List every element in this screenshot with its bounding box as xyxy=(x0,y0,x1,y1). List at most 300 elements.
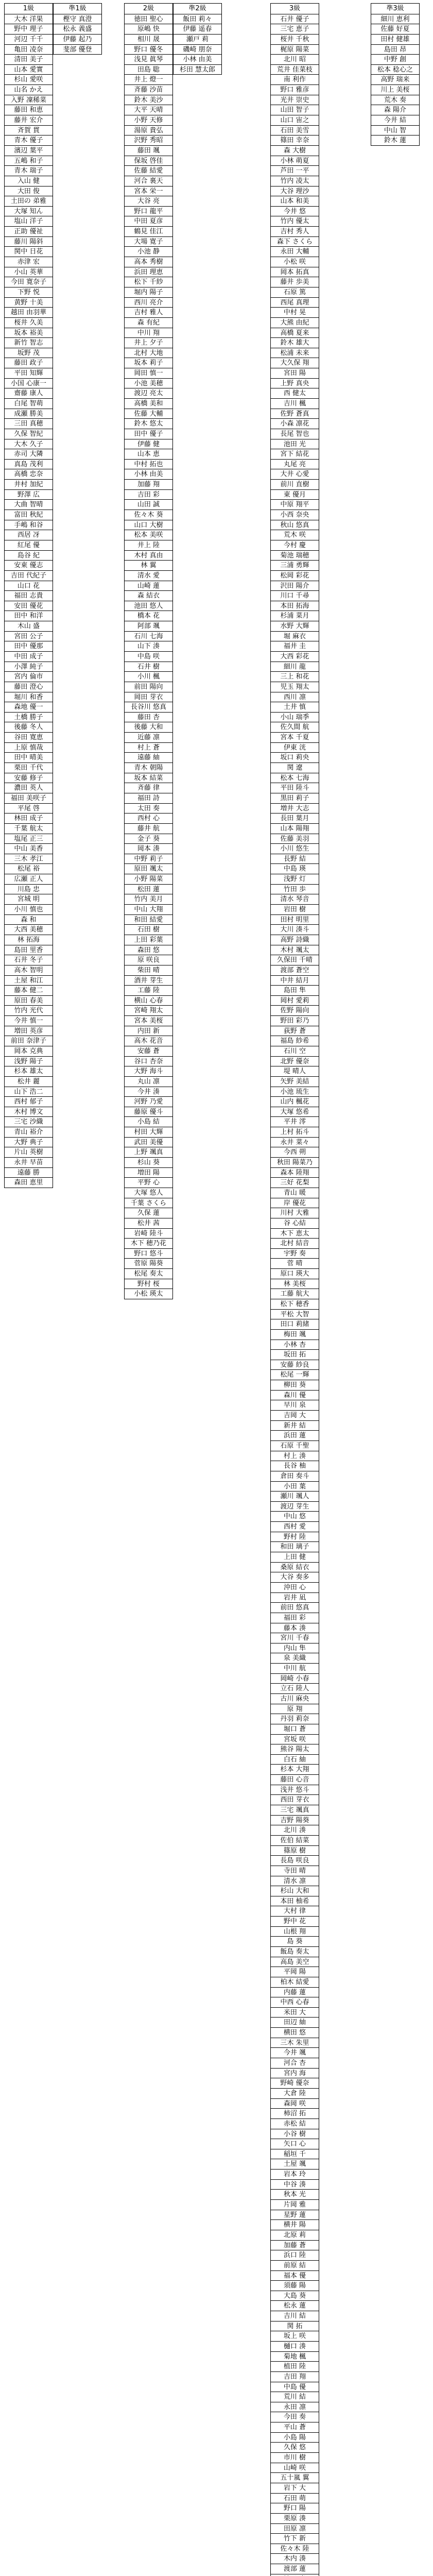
name-cell: 竹下 新 xyxy=(271,2533,319,2544)
name-cell: 白石 紬 xyxy=(271,1754,319,1765)
name-cell: 武田 美優 xyxy=(125,1137,172,1147)
name-cell: 光井 崇史 xyxy=(271,95,319,105)
name-cell: 山根 翔 xyxy=(271,1926,319,1937)
name-cell: 中山 大翔 xyxy=(125,904,172,914)
name-cell: 土井 慎 xyxy=(271,702,319,712)
name-cell: 石川 七海 xyxy=(125,631,172,641)
name-cell: 石井 冬子 xyxy=(5,955,53,965)
name-cell: 越田 由羽華 xyxy=(5,307,53,317)
name-cell: 新竹 智志 xyxy=(5,337,53,348)
name-cell: 大西 彩花 xyxy=(271,651,319,662)
name-cell: 赤松 結 xyxy=(271,2119,319,2129)
name-cell: 大谷 亮 xyxy=(125,196,172,206)
name-cell: 三好 花梨 xyxy=(271,1177,319,1188)
name-cell: 大場 寛子 xyxy=(125,236,172,247)
name-cell: 石田 萌 xyxy=(271,2493,319,2503)
name-cell: 小林 由美 xyxy=(125,469,172,479)
name-cell: 村上 湊 xyxy=(271,1451,319,1461)
name-cell: 岡田 慎一 xyxy=(125,368,172,378)
name-cell: 三浦 勇輝 xyxy=(271,560,319,570)
name-cell: 池田 光 xyxy=(271,439,319,449)
name-cell: 斉藤 律 xyxy=(125,783,172,793)
name-cell: 千葉 さくら xyxy=(125,1198,172,1208)
name-cell: 濃田 英人 xyxy=(5,783,53,793)
name-cell: 佐々木 葵 xyxy=(125,510,172,520)
name-cell: 松井 茜 xyxy=(125,1218,172,1228)
name-cell: 松永 義盛 xyxy=(54,24,101,34)
name-cell: 青山 暖 xyxy=(271,1188,319,1198)
name-cell: 西村 郁子 xyxy=(5,1096,53,1107)
name-cell: 飯島 奏太 xyxy=(271,1946,319,1957)
name-cell: 加藤 翔 xyxy=(125,479,172,489)
name-cell: 土屋 颯 xyxy=(271,2159,319,2169)
name-cell: 坂上 咲 xyxy=(271,2331,319,2341)
name-cell: 田村 明里 xyxy=(271,914,319,925)
name-cell: 山口 大樹 xyxy=(125,520,172,530)
name-cell: 今井 悠 xyxy=(271,206,319,216)
name-cell: 河野 乃愛 xyxy=(125,1096,172,1107)
name-cell: 林 美桜 xyxy=(271,1279,319,1289)
name-cell: 岩井 凪 xyxy=(271,1592,319,1603)
name-cell: 福田 彩 xyxy=(271,1613,319,1623)
name-cell: 川村 大雅 xyxy=(271,1208,319,1218)
name-cell: 山下 湊 xyxy=(125,641,172,651)
name-cell: 福田 詩 xyxy=(125,793,172,803)
name-cell: 富田 秋紀 xyxy=(5,510,53,520)
name-cell: 松永 蓮 xyxy=(271,2300,319,2311)
name-cell: 福田 美咲子 xyxy=(5,793,53,803)
name-cell: 清水 凛 xyxy=(271,1876,319,1886)
name-cell: 長野 結 xyxy=(271,854,319,864)
name-cell: 原口 瑛大 xyxy=(271,1268,319,1279)
name-cell: 関 拓 xyxy=(271,2321,319,2331)
name-cell: 宮下 結花 xyxy=(271,449,319,459)
name-cell: 大久保 翔 xyxy=(271,358,319,368)
name-cell: 遠藤 勝 xyxy=(5,1167,53,1178)
name-cell: 前田 陽向 xyxy=(125,682,172,692)
name-cell: 林田 成子 xyxy=(5,813,53,823)
name-cell: 小田 葉 xyxy=(271,1481,319,1492)
name-cell: 田中 和洋 xyxy=(5,611,53,621)
name-cell: 杉田 慧太郎 xyxy=(174,64,221,75)
name-cell: 安藤 紗良 xyxy=(271,1360,319,1370)
name-cell: 西田 芽衣 xyxy=(271,1794,319,1805)
name-cell: 藤井 宏介 xyxy=(5,115,53,125)
name-cell: 永井 菜々 xyxy=(271,1137,319,1147)
name-cell: 中井 結月 xyxy=(271,975,319,986)
name-cell: 松本 稔心之 xyxy=(371,64,419,75)
name-cell: 吉岡 大 xyxy=(271,1410,319,1420)
name-cell: 森 有紀 xyxy=(125,317,172,328)
name-cell: 森本 陸翔 xyxy=(271,1167,319,1178)
name-cell: 山名 かえ xyxy=(5,84,53,95)
name-cell: 藤井 航 xyxy=(125,823,172,834)
name-cell: 木内 湊 xyxy=(271,2553,319,2564)
name-cell: 野口 優冬 xyxy=(125,44,172,55)
name-cell: 小澤 純子 xyxy=(5,662,53,672)
name-cell: 桜井 久美 xyxy=(5,317,53,328)
name-cell: 浅野 陽子 xyxy=(5,1056,53,1066)
name-cell: 今井 結 xyxy=(371,115,419,125)
name-cell: 北川 湊 xyxy=(271,1825,319,1835)
name-cell: 井上 燈一 xyxy=(125,74,172,84)
name-cell: 稲垣 千 xyxy=(271,2149,319,2159)
name-cell: 青木 優子 xyxy=(5,135,53,145)
name-cell: 須藤 陽 xyxy=(271,2280,319,2291)
name-cell: 松浦 未来 xyxy=(271,348,319,358)
name-cell: 小松 咲 xyxy=(271,257,319,267)
name-cell: 横山 心春 xyxy=(125,995,172,1006)
name-cell: 宮田 公子 xyxy=(5,631,53,641)
name-cell: 藤本 健二 xyxy=(5,985,53,995)
name-cell: 宮内 倫市 xyxy=(5,671,53,682)
name-cell: 高野 詩織 xyxy=(271,935,319,945)
name-cell: 小林 萌夏 xyxy=(271,156,319,166)
name-cell: 土田の 弟雅 xyxy=(5,196,53,206)
name-cell: 山崎 蓮 xyxy=(125,581,172,591)
name-cell: 柴田 晴 xyxy=(125,965,172,975)
name-cell: 永井 早苗 xyxy=(5,1157,53,1167)
name-cell: 平田 陸斗 xyxy=(271,783,319,793)
name-cell: 中山 悠 xyxy=(271,1511,319,1521)
name-cell: 中野 創 xyxy=(371,54,419,64)
name-cell: 篠田 幸奈 xyxy=(271,135,319,145)
name-cell: 星野 蓮 xyxy=(271,2210,319,2220)
name-cell: 長田 葉月 xyxy=(271,813,319,823)
name-cell: 後藤 冬人 xyxy=(5,722,53,732)
name-cell: 宮坂 咲 xyxy=(271,1734,319,1744)
name-cell: 小松 瑛太 xyxy=(125,1289,172,1299)
name-cell: 長谷川 悠真 xyxy=(125,702,172,712)
name-cell: 梅田 颯 xyxy=(271,1329,319,1340)
name-cell: 宮城 明 xyxy=(5,894,53,904)
name-cell: 石田 樹 xyxy=(125,924,172,935)
name-cell: 沢野 秀昭 xyxy=(125,135,172,145)
name-cell: 内藤 蓮 xyxy=(271,1987,319,1997)
name-cell: 平野 心 xyxy=(125,1177,172,1188)
name-cell: 吉村 秀人 xyxy=(271,226,319,236)
name-cell: 吉川 結 xyxy=(271,2311,319,2321)
name-cell: 長尾 智也 xyxy=(271,429,319,439)
name-cell: 内田 新 xyxy=(125,1026,172,1036)
name-cell: 藤田 心音 xyxy=(271,1774,319,1785)
name-cell: 坂口 莉央 xyxy=(271,752,319,762)
name-cell: 田口 莉緒 xyxy=(271,1319,319,1329)
name-cell: 中川 翔 xyxy=(125,328,172,338)
name-cell: 福田 志貴 xyxy=(5,590,53,601)
name-cell: 橋本 花 xyxy=(125,611,172,621)
name-cell: 工藤 航大 xyxy=(271,1289,319,1299)
name-cell: 谷田 寛恵 xyxy=(5,732,53,742)
name-cell: 西居 冴 xyxy=(5,530,53,540)
name-cell: 野口 悠斗 xyxy=(125,1248,172,1259)
name-cell: 三木 朱里 xyxy=(271,2038,319,2048)
name-cell: 林 拓海 xyxy=(5,935,53,945)
name-cell: 前田 奈津子 xyxy=(5,1036,53,1046)
name-cell: 坂田 拓 xyxy=(271,1349,319,1360)
name-cell: 藤田 澄心 xyxy=(5,682,53,692)
name-cell: 竹内 優太 xyxy=(271,216,319,226)
name-cell: 大川 湊斗 xyxy=(271,924,319,935)
name-cell: 栗田 千代 xyxy=(5,762,53,773)
name-cell: 相川 晟 xyxy=(125,34,172,44)
name-cell: 高橋 忠奈 xyxy=(5,469,53,479)
column-header: 1級 xyxy=(23,5,34,12)
name-cell: 前原 結 xyxy=(271,2260,319,2270)
name-cell: 黒田 莉子 xyxy=(271,793,319,803)
name-cell: 土屋 和江 xyxy=(5,975,53,986)
name-cell: 大平 天晴 xyxy=(125,105,172,115)
name-cell: 荒井 佳菜枝 xyxy=(271,64,319,75)
name-cell: 安藤 修子 xyxy=(5,773,53,783)
name-cell: 中谷 湊 xyxy=(271,2179,319,2190)
name-cell: 堀川 和香 xyxy=(5,692,53,702)
name-cell: 本田 柚希 xyxy=(271,1896,319,1906)
name-cell: 早川 泉 xyxy=(271,1400,319,1410)
name-cell: 佐伯 結菜 xyxy=(271,1835,319,1845)
name-cell: 清水 愛 xyxy=(125,570,172,581)
name-cell: 河合 裏天 xyxy=(125,176,172,186)
name-cell: 佐藤 大輔 xyxy=(125,409,172,419)
name-cell: 今井 湊 xyxy=(125,1087,172,1097)
name-cell: 荒木 咲 xyxy=(271,530,319,540)
name-cell: 小野 陽菜 xyxy=(125,874,172,884)
name-cell: 中村 拓也 xyxy=(125,459,172,469)
name-cell: 小野 天修 xyxy=(125,115,172,125)
name-cell: 五十嵐 翼 xyxy=(271,2472,319,2483)
name-cell: 安東 優志 xyxy=(5,560,53,570)
name-cell: 野口 陽 xyxy=(271,2503,319,2513)
column-header: 準3級 xyxy=(386,5,404,12)
name-cell: 杉山 大和 xyxy=(271,1886,319,1896)
name-cell: 小川 楓 xyxy=(125,671,172,682)
name-cell: 松本 美咲 xyxy=(125,530,172,540)
name-cell: 大塚 知ん xyxy=(5,206,53,216)
name-cell: 永田 大輔 xyxy=(271,246,319,257)
name-cell: 渡辺 亮太 xyxy=(125,388,172,398)
name-cell: 松尾 奏太 xyxy=(125,1268,172,1279)
name-cell: 野中 理子 xyxy=(5,24,53,34)
name-cell: 矢野 美結 xyxy=(271,1076,319,1087)
name-cell: 藤田 颯 xyxy=(125,145,172,156)
name-cell: 徳田 聖心 xyxy=(125,14,172,24)
name-cell: 川島 忠 xyxy=(5,884,53,894)
column-header: 準2級 xyxy=(188,5,206,12)
name-cell: 宮崎 翔太 xyxy=(125,1005,172,1015)
name-cell: 藤田 杏 xyxy=(125,712,172,722)
name-cell: 小森 凛花 xyxy=(271,418,319,429)
name-cell: 酒井 芽生 xyxy=(125,975,172,986)
name-cell: 野中 花 xyxy=(271,1916,319,1926)
name-cell: 岩本 玲 xyxy=(271,2169,319,2179)
name-cell: 入野 凜稀菜 xyxy=(5,95,53,105)
grade-3-column xyxy=(270,3,319,2576)
name-cell: 浜田 蓮 xyxy=(271,1430,319,1440)
name-cell: 福島 紗希 xyxy=(271,1036,319,1046)
name-cell: 谷 心結 xyxy=(271,1218,319,1228)
name-cell: 伊藤 健 xyxy=(125,439,172,449)
grade-pre2-column xyxy=(173,3,222,75)
name-cell: 渡部 蓮 xyxy=(271,2564,319,2574)
name-cell: 塩山 洋子 xyxy=(5,216,53,226)
name-cell: 山田 誠 xyxy=(125,499,172,510)
name-cell: 水野 大輝 xyxy=(271,621,319,631)
name-cell: 荒木 奏 xyxy=(371,95,419,105)
name-cell: 原田 颯太 xyxy=(125,863,172,874)
name-cell: 瀬川 颯人 xyxy=(271,1491,319,1501)
name-cell: 今井 慎一 xyxy=(5,1015,53,1026)
name-cell: 三田 真穂 xyxy=(5,418,53,429)
name-cell: 工藤 陸 xyxy=(125,985,172,995)
name-cell: 東 優月 xyxy=(271,489,319,500)
name-cell: 木下 穂乃花 xyxy=(125,1238,172,1248)
name-cell: 堤 晴人 xyxy=(271,1066,319,1076)
name-cell: 長谷 柚 xyxy=(271,1461,319,1471)
name-cell: 大木 洋果 xyxy=(5,14,53,24)
name-cell: 菅 晴 xyxy=(271,1258,319,1268)
name-cell: 市川 樹 xyxy=(271,2452,319,2463)
name-cell: 保坂 啓佳 xyxy=(125,156,172,166)
name-cell: 吉川 楓 xyxy=(271,398,319,409)
name-cell: 上野 真央 xyxy=(271,378,319,388)
name-cell: 村田 大輝 xyxy=(125,1127,172,1137)
name-cell: 浅野 灯 xyxy=(271,874,319,884)
name-cell: 高橋 美和 xyxy=(125,398,172,409)
name-cell: 藤川 陽斜 xyxy=(5,236,53,247)
name-cell: 野田 彩乃 xyxy=(271,1015,319,1026)
name-cell: 佐久間 航 xyxy=(271,722,319,732)
name-cell: 小林 由美 xyxy=(174,54,221,64)
name-cell: 岩下 大 xyxy=(271,2483,319,2493)
name-cell: 藤田 和恵 xyxy=(5,105,53,115)
name-cell: 太田 奏 xyxy=(125,803,172,814)
name-cell: 植田 陸 xyxy=(271,2361,319,2371)
name-cell: 堀 麻衣 xyxy=(271,631,319,641)
name-cell: 青木 瑞子 xyxy=(5,165,53,176)
name-cell: 沖田 心 xyxy=(271,1582,319,1592)
name-cell: 竹内 凌太 xyxy=(271,176,319,186)
column-header: 3級 xyxy=(289,5,301,12)
name-cell: 荻野 蒼 xyxy=(271,1026,319,1036)
name-cell: 久保田 千晴 xyxy=(271,955,319,965)
name-cell: 野村 桜 xyxy=(125,1279,172,1289)
name-cell: 浜口 陸 xyxy=(271,2250,319,2260)
name-cell: 岩田 樹 xyxy=(271,904,319,914)
name-cell: 細川 龍 xyxy=(271,662,319,672)
name-cell: 白尾 智萌 xyxy=(5,398,53,409)
name-cell: 原 咲良 xyxy=(125,955,172,965)
name-cell: 宮田 陽 xyxy=(271,368,319,378)
name-cell: 宮内 海 xyxy=(271,2068,319,2078)
name-cell: 渡辺 芽生 xyxy=(271,1501,319,1512)
name-cell: 児玉 翔太 xyxy=(271,682,319,692)
name-cell: 今井 颯 xyxy=(271,2047,319,2058)
name-cell: 西村 心 xyxy=(125,813,172,823)
name-cell: 北川 昭 xyxy=(271,54,319,64)
name-cell: 三宅 恵子 xyxy=(271,24,319,34)
name-cell: 山本 和美 xyxy=(271,196,319,206)
name-cell: 杉浦 菜月 xyxy=(271,611,319,621)
name-cell: 柳田 葵 xyxy=(271,1380,319,1390)
name-cell: 今田 奏 xyxy=(271,2412,319,2422)
name-cell: 杉山 葵 xyxy=(125,1157,172,1167)
name-cell: 佐々木 陸 xyxy=(271,2544,319,2554)
name-cell: 柿沼 拓 xyxy=(271,2108,319,2119)
name-cell: 千葉 航太 xyxy=(5,823,53,834)
name-cell: 小池 琉生 xyxy=(271,1087,319,1097)
name-cell: 岡本 克典 xyxy=(5,1046,53,1056)
name-cell: 福本 優 xyxy=(271,2270,319,2281)
name-cell: 鈴木 雄大 xyxy=(271,337,319,348)
column-header: 2級 xyxy=(143,5,154,12)
name-cell: 大田 俊 xyxy=(5,186,53,196)
name-cell: 岡崎 小春 xyxy=(271,1673,319,1684)
name-cell: 原 翔 xyxy=(271,1704,319,1714)
name-cell: 土橋 勝子 xyxy=(5,712,53,722)
name-cell: 菊地 楓 xyxy=(271,2351,319,2362)
name-cell: 丸山 凛 xyxy=(125,1076,172,1087)
name-cell: 飯田 莉々 xyxy=(174,14,221,24)
name-cell: 関 遼 xyxy=(271,762,319,773)
name-cell: 野口 龍平 xyxy=(125,206,172,216)
name-cell: 細川 恵利 xyxy=(371,14,419,24)
name-cell: 森田 悠 xyxy=(125,945,172,955)
name-cell: 内山 隼 xyxy=(271,1643,319,1653)
name-cell: 森 結衣 xyxy=(125,590,172,601)
name-cell: 吉村 雅人 xyxy=(125,307,172,317)
grade-pre3-column xyxy=(371,3,420,146)
name-cell: 藤井 歩美 xyxy=(271,277,319,287)
name-cell: 堀内 陽子 xyxy=(125,287,172,297)
name-cell: 中山 智 xyxy=(371,125,419,135)
name-cell: 森岡 咲 xyxy=(271,2098,319,2109)
name-cell: 篠原 樹 xyxy=(271,1845,319,1856)
name-cell: 井村 加紀 xyxy=(5,479,53,489)
name-cell: 石井 優子 xyxy=(271,14,319,24)
name-cell: 大井 心愛 xyxy=(271,469,319,479)
name-cell: 亀田 凌奈 xyxy=(5,44,53,55)
name-cell: 宇野 奏 xyxy=(271,1248,319,1259)
name-cell: 河合 杏 xyxy=(271,2058,319,2068)
name-cell: 山下 浩二 xyxy=(5,1087,53,1097)
name-cell: 伊東 洸 xyxy=(271,742,319,753)
name-cell: 北野 優奈 xyxy=(271,1056,319,1066)
name-cell: 藤田 政子 xyxy=(5,358,53,368)
name-cell xyxy=(271,2574,319,2576)
name-cell: 関中 日花 xyxy=(5,246,53,257)
name-cell: 田辺 紬 xyxy=(271,2017,319,2027)
name-cell: 濱辺 葉平 xyxy=(5,145,53,156)
name-cell: 増田 英彦 xyxy=(5,1026,53,1036)
name-cell: 森 和 xyxy=(5,914,53,925)
name-cell: 佐藤 美羽 xyxy=(271,834,319,844)
name-cell: 遠藤 紬 xyxy=(125,752,172,762)
name-cell: 山口 宙之 xyxy=(271,115,319,125)
name-cell: 成瀬 勝美 xyxy=(5,409,53,419)
name-cell: 斉賀 貫 xyxy=(5,125,53,135)
name-cell: 村上 蒼 xyxy=(125,742,172,753)
name-cell: 加藤 蒼 xyxy=(271,2240,319,2250)
name-cell: 森地 優一 xyxy=(5,702,53,712)
name-cell: 中野 莉子 xyxy=(125,854,172,864)
name-cell: 木山 盛 xyxy=(5,621,53,631)
name-cell: 斐部 優登 xyxy=(54,44,101,55)
name-cell: 斉藤 沙苗 xyxy=(125,84,172,95)
name-cell: 山崎 咲 xyxy=(271,2463,319,2473)
name-cell: 石田 美雪 xyxy=(271,125,319,135)
name-cell: 赤司 大隣 xyxy=(5,449,53,459)
name-cell: 上田 健 xyxy=(271,1552,319,1562)
